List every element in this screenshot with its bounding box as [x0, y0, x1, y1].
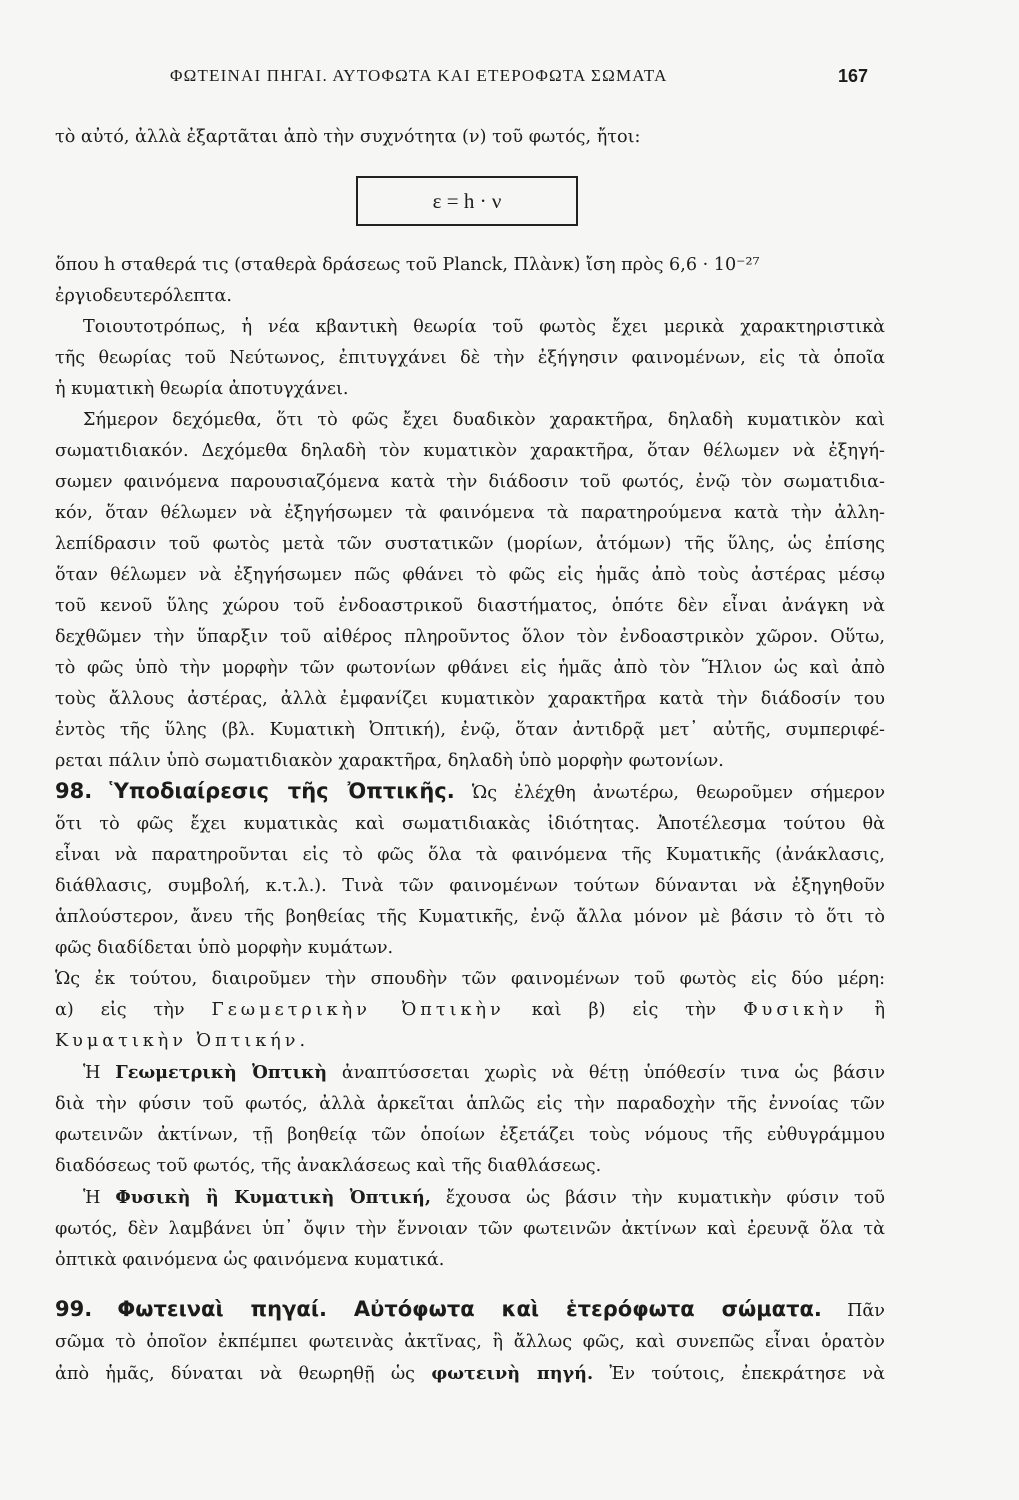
text-line: κόν, ὅταν θέλωμεν νὰ ἐξηγήσωμεν τὰ φαινόμενα τὰ παρατηρούμενα κατὰ τὴν ἀλλη- [55, 503, 885, 523]
text-line: δεχθῶμεν τὴν ὕπαρξιν τοῦ αἰθέρος πληροῦντος ὅλον τὸν ἐνδοαστρικὸν χῶρον. Οὕτω, [55, 627, 885, 647]
term-geometric-optics: Γεωμετρικὴν Ὀπτικὴν [211, 1000, 505, 1020]
text-line: ὅπου h σταθερά τις (σταθερὰ δράσεως τοῦ Planck, Πλὰνκ) ἴση πρὸς 6,6 · 10⁻²⁷ [55, 255, 760, 275]
section-title: Ὑποδιαίρεσις τῆς Ὀπτικῆς. [109, 779, 455, 803]
text-run: Ὡς ἐλέχθη ἀνωτέρω, θεωροῦμεν σήμερον [471, 783, 886, 803]
text-run: α) εἰς τὴν [55, 1000, 185, 1020]
text-line: ὅτι τὸ φῶς ἔχει κυματικὰς καὶ σωματιδιακὰς ἰδιότητας. Ἀποτέλεσμα τούτου θὰ [55, 814, 885, 834]
section-number: 98. [55, 779, 93, 803]
section-heading-line [55, 776, 885, 809]
text-line: ὀπτικὰ φαινόμενα ὡς φαινόμενα κυματικά. [55, 1250, 445, 1270]
text-line: διάθλασις, συμβολή, κ.τ.λ.). Τινὰ τῶν φαινομένων τούτων δύνανται νὰ ἐξηγηθοῦν [55, 876, 885, 896]
division-line [55, 995, 885, 1026]
body-text [55, 250, 885, 777]
text-run: Ἐν τούτοις, ἐπεκράτησε νὰ [609, 1364, 885, 1384]
text-run: καὶ β) εἰς τὴν [531, 1000, 717, 1020]
text-line: σωματιδιακόν. Δεχόμεθα δηλαδὴ τὸν κυματικὸν χαρακτῆρα, ὅταν θέλωμεν νὰ ἐξηγή- [55, 441, 885, 461]
text-line: ἐργιοδευτερόλεπτα. [55, 286, 233, 306]
running-title: ΦΩΤΕΙΝΑΙ ΠΗΓΑΙ. ΑΥΤΟΦΩΤΑ ΚΑΙ ΕΤΕΡΟΦΩΤΑ ΣΩΜΑΤΑ [170, 66, 668, 85]
text-line: σῶμα τὸ ὁποῖον ἐκπέμπει φωτεινὰς ἀκτῖνας, ἢ ἄλλως φῶς, καὶ συνεπῶς εἶναι ὁρατὸν [55, 1332, 885, 1352]
text-run: Ἡ [83, 1188, 101, 1208]
section-heading-line [55, 1294, 885, 1327]
intro-block [55, 122, 885, 153]
text-line: εἶναι νὰ παρατηροῦνται εἰς τὸ φῶς ὅλα τὰ φαινόμενα τῆς Κυματικῆς (ἀνάκλασις, [55, 845, 885, 865]
text-run: ἔχουσα ὡς βάσιν τὴν κυματικὴν φύσιν τοῦ [445, 1188, 885, 1208]
text-run: ἀναπτύσσεται χωρὶς νὰ θέτῃ ὑπόθεσίν τινα ὡς βάσιν [341, 1063, 886, 1083]
text-run: Ἡ [83, 1063, 101, 1083]
text-line [55, 1057, 885, 1089]
text-line: τοῦ κενοῦ ὕλης χώρου τοῦ ἐνδοαστρικοῦ διαστήματος, ὁπότε δὲν εἶναι ἀνάγκη νὰ [55, 596, 885, 616]
text-line: Τοιουτοτρόπως, ἡ νέα κβαντικὴ θεωρία τοῦ φωτὸς ἔχει μερικὰ χαρακτηριστικὰ [83, 317, 885, 337]
term-wave-optics: Κυματικὴν Ὀπτικήν. [55, 1031, 310, 1051]
page-header [0, 60, 1019, 96]
section-99 [55, 1294, 885, 1390]
text-run: ἀπὸ ἡμᾶς, δύναται νὰ θεωρηθῇ ὡς [55, 1364, 416, 1384]
section-title: Φωτειναὶ πηγαί. Αὐτόφωτα καὶ ἑτερόφωτα σώματα. [117, 1297, 822, 1321]
text-line: τὸ φῶς ὑπὸ τὴν μορφὴν τῶν φωτονίων φθάνει εἰς ἡμᾶς ἀπὸ τὸν Ἥλιον ὡς καὶ ἀπὸ [55, 658, 885, 678]
term-geometric-optics-bold: Γεωμετρικὴ Ὀπτικὴ [115, 1062, 328, 1083]
term-physical-optics-bold: Φυσικὴ ἢ Κυματικὴ Ὀπτική, [115, 1187, 431, 1208]
section-98 [55, 776, 885, 1276]
text-run: Πᾶν [847, 1301, 885, 1321]
text-line: φωτεινῶν ἀκτίνων, τῇ βοηθείᾳ τῶν ὁποίων ἐξετάζει τοὺς νόμους τῆς εὐθυγράμμου [55, 1125, 885, 1145]
text-line [55, 1358, 885, 1390]
text-line: ἁπλούστερον, ἄνευ τῆς βοηθείας τῆς Κυματικῆς, ἐνῷ ἄλλα μόνον μὲ βάσιν τὸ ὅτι τὸ [55, 907, 885, 927]
formula: ε = h · ν [432, 188, 502, 213]
division-line [55, 1026, 885, 1057]
text-line [55, 1182, 885, 1214]
text-line: φῶς διαδίδεται ὑπὸ μορφὴν κυμάτων. [55, 938, 394, 958]
text-line: ὅταν θέλωμεν νὰ ἐξηγήσωμεν πῶς φθάνει τὸ φῶς εἰς ἡμᾶς ἀπὸ τοὺς ἀστέρας μέσῳ [55, 565, 885, 585]
text-line: τοὺς ἄλλους ἀστέρας, ἀλλὰ ἐμφανίζει κυματικὸν χαρακτῆρα κατὰ τὴν διάδοσίν του [55, 689, 885, 709]
term-light-source: φωτεινὴ πηγή. [431, 1363, 594, 1384]
text-line: ἐντὸς τῆς ὕλης (βλ. Κυματικὴ Ὀπτική), ἐνῷ, ὅταν ἀντιδρᾷ μετ᾽ αὐτῆς, συμπεριφέ- [55, 720, 885, 740]
term-physical-optics: Φυσικὴν [743, 1000, 848, 1020]
text-run: ἢ [874, 1000, 885, 1020]
text-line: σωμεν φαινόμενα παρουσιαζόμενα κατὰ τὴν διάδοσιν τοῦ φωτός, ἐνῷ τὸν σωματιδια- [55, 472, 885, 492]
section-number: 99. [55, 1297, 93, 1321]
text-line: Ὡς ἐκ τούτου, διαιροῦμεν τὴν σπουδὴν τῶν φαινομένων τοῦ φωτὸς εἰς δύο μέρη: [55, 969, 885, 989]
page-number: 167 [838, 66, 869, 86]
text-line: τὸ αὐτό, ἀλλὰ ἐξαρτᾶται ἀπὸ τὴν συχνότητα (ν) τοῦ φωτός, ἤτοι: [55, 127, 641, 147]
text-line: λεπίδρασιν τοῦ φωτὸς μετὰ τῶν συστατικῶν (μορίων, ἀτόμων) τῆς ὕλης, ὡς ἐπίσης [55, 534, 885, 554]
text-line: διαδόσεως τοῦ φωτός, τῆς ἀνακλάσεως καὶ τῆς διαθλάσεως. [55, 1156, 602, 1176]
text-line: Σήμερον δεχόμεθα, ὅτι τὸ φῶς ἔχει δυαδικὸν χαρακτῆρα, δηλαδὴ κυματικὸν καὶ [83, 410, 885, 430]
text-line: ρεται πάλιν ὑπὸ σωματιδιακὸν χαρακτῆρα, δηλαδὴ ὑπὸ μορφὴν φωτονίων. [55, 751, 724, 771]
text-line: διὰ τὴν φύσιν τοῦ φωτός, ἀλλὰ ἀρκεῖται ἁπλῶς εἰς τὴν παραδοχὴν τῆς ἐννοίας τῶν [55, 1094, 885, 1114]
text-line: τῆς θεωρίας τοῦ Νεύτωνος, ἐπιτυγχάνει δὲ τὴν ἐξήγησιν φαινομένων, εἰς τὰ ὁποῖα [55, 348, 885, 368]
planck-formula-box [356, 176, 578, 226]
text-line: ἡ κυματικὴ θεωρία ἀποτυγχάνει. [55, 379, 349, 399]
text-line: φωτός, δὲν λαμβάνει ὑπ᾽ ὄψιν τὴν ἔννοιαν τῶν φωτεινῶν ἀκτίνων καὶ ἐρευνᾷ ὅλα τὰ [55, 1219, 885, 1239]
